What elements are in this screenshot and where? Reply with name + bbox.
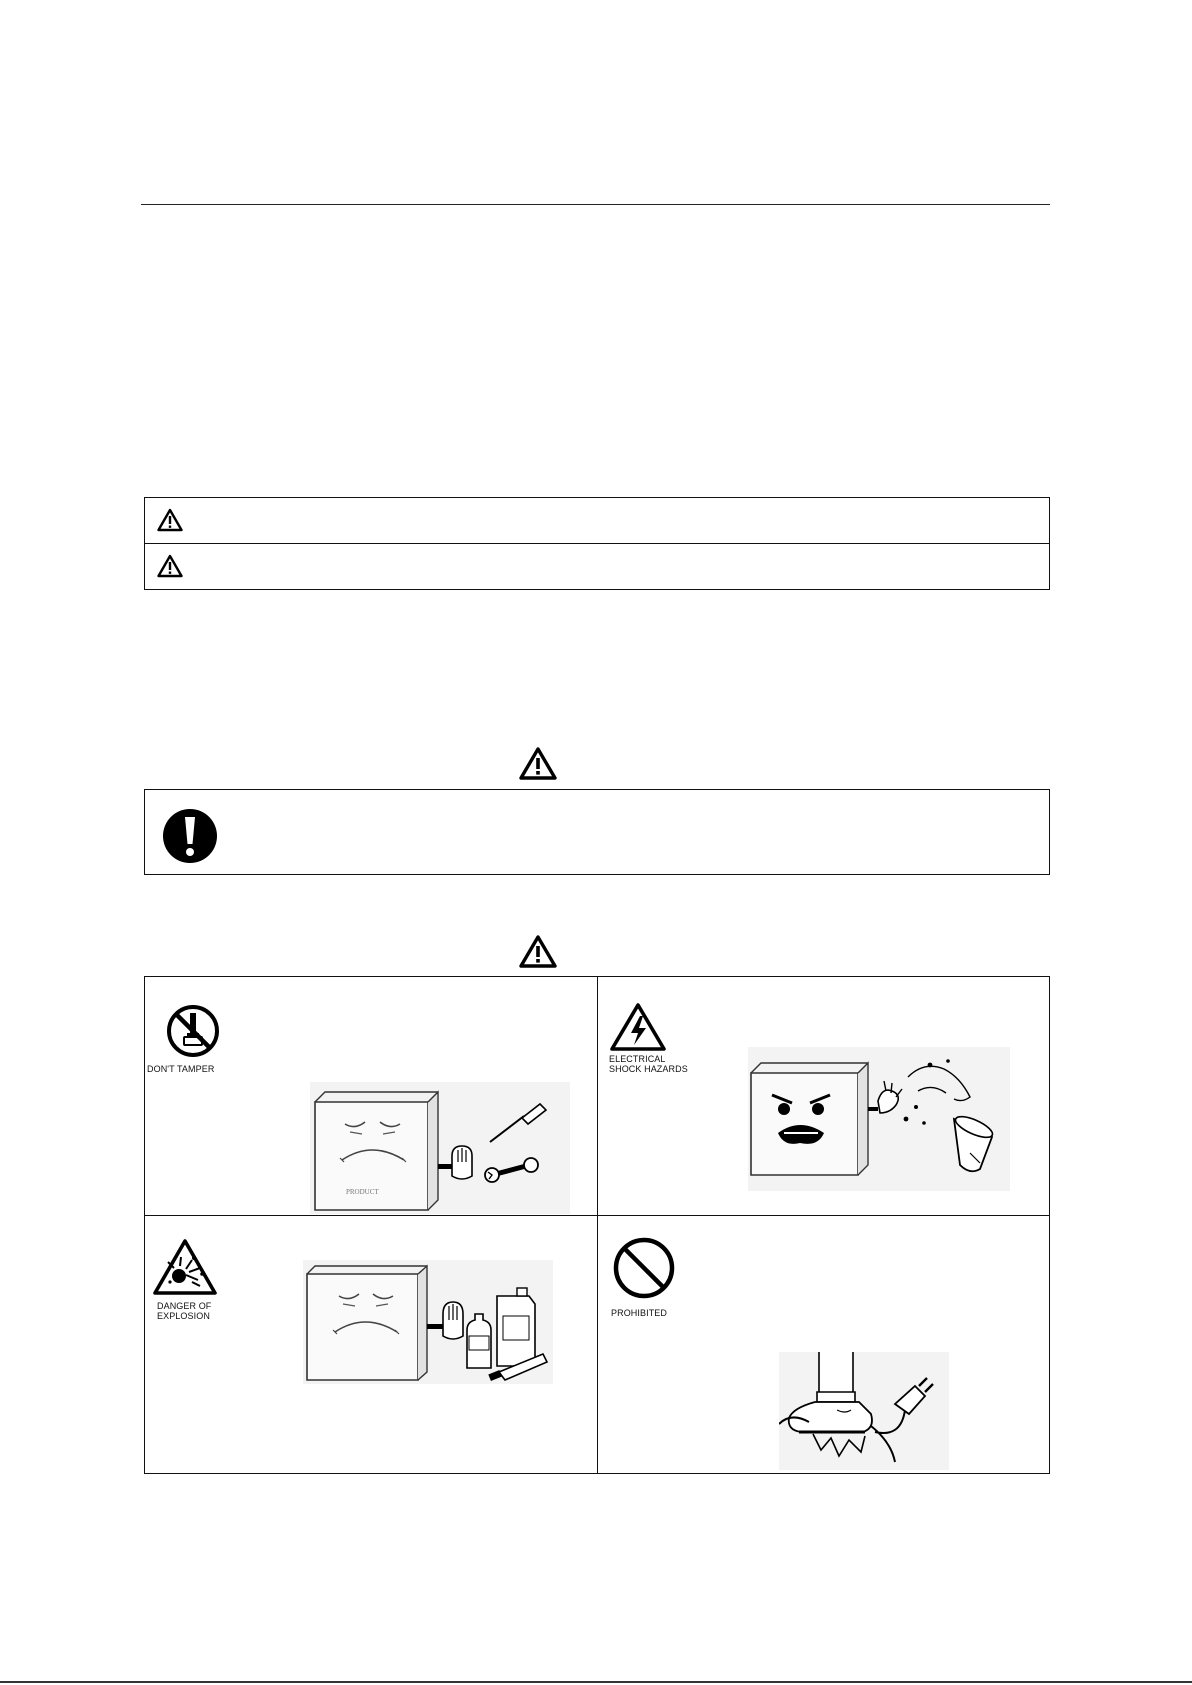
hazard-legend-row bbox=[145, 498, 1049, 544]
product-water-illustration bbox=[748, 1047, 1010, 1191]
grid-cell-dont-tamper bbox=[145, 977, 597, 1215]
svg-text:PRODUCT: PRODUCT bbox=[346, 1188, 379, 1196]
mandatory-exclamation-icon bbox=[161, 808, 219, 864]
hazard-legend-row bbox=[145, 544, 1049, 590]
foot-on-plug-illustration bbox=[779, 1352, 949, 1470]
header-rule bbox=[141, 204, 1050, 205]
no-tamper-icon bbox=[165, 1003, 221, 1059]
symbol-label: ELECTRICAL bbox=[609, 1054, 666, 1064]
grid-cell-prohibited bbox=[598, 1216, 1049, 1473]
prohibited-icon bbox=[612, 1236, 676, 1300]
warning-triangle-icon bbox=[157, 508, 183, 532]
explosion-icon bbox=[152, 1238, 218, 1296]
symbol-label: DANGER OF bbox=[157, 1301, 212, 1311]
symbol-label: DON'T TAMPER bbox=[147, 1064, 215, 1074]
warning-triangle-icon bbox=[518, 746, 558, 781]
footer-rule bbox=[0, 1681, 1192, 1683]
product-tools-illustration bbox=[310, 1082, 570, 1214]
grid-cell-electrical-shock bbox=[598, 977, 1049, 1215]
symbol-label: EXPLOSION bbox=[157, 1311, 210, 1321]
grid-cell-explosion bbox=[145, 1216, 597, 1473]
symbol-label: SHOCK HAZARDS bbox=[609, 1064, 688, 1074]
product-chemicals-illustration bbox=[303, 1260, 553, 1384]
symbol-label: PROHIBITED bbox=[611, 1308, 668, 1318]
electrical-shock-icon bbox=[609, 1002, 667, 1052]
warning-triangle-icon bbox=[157, 554, 183, 578]
prohibited-actions-grid bbox=[144, 976, 1050, 1474]
mandatory-instruction-box bbox=[144, 789, 1050, 875]
hazard-legend-table bbox=[144, 497, 1050, 590]
warning-triangle-icon bbox=[518, 934, 558, 969]
